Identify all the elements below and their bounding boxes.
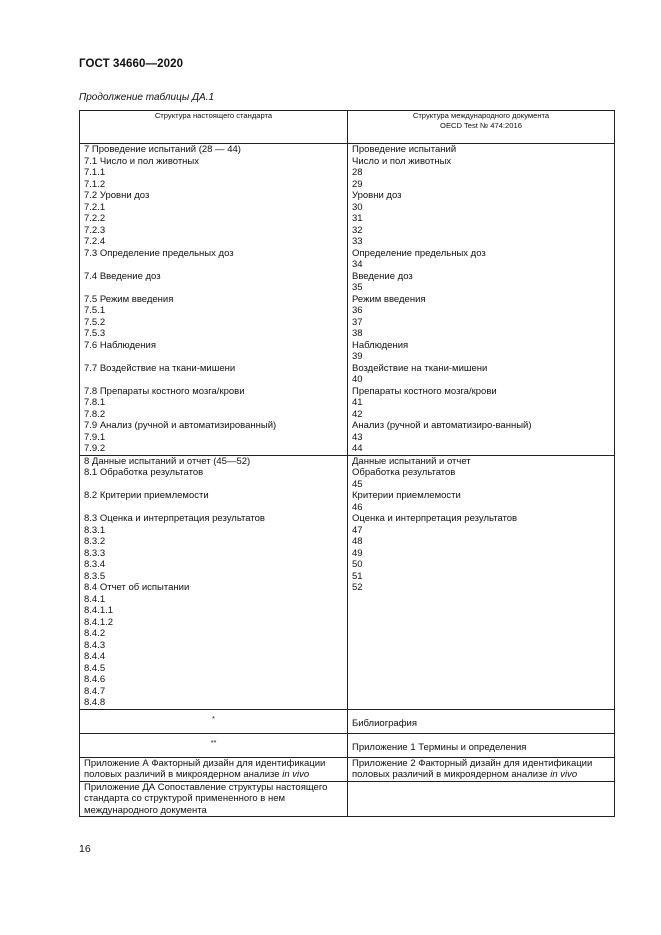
section-8-left-line: 8.3 Оценка и интерпретация результатов (84, 513, 265, 524)
right-column-header (348, 111, 615, 144)
section-7-left-line: 7.5.2 (84, 316, 106, 328)
section-8-right-line: 47 (352, 524, 363, 536)
page-number: 16 (79, 843, 91, 855)
table-row-section-8 (80, 455, 615, 709)
section-8-left-line: 8.3.5 (84, 570, 106, 582)
section-7-right-line: Введение доз (352, 270, 413, 282)
section-7-right-line: 39 (352, 351, 363, 362)
section-7-left-line: 7 Проведение испытаний (28 — 44) (84, 144, 241, 155)
section-7-right-line: 29 (352, 178, 363, 190)
section-8-left-line: 8.3.4 (84, 559, 106, 570)
section-7-right-line: 40 (352, 374, 363, 385)
section-7-right-line: 44 (352, 443, 363, 454)
section-7-right-line: Препараты костного мозга/крови (352, 385, 497, 397)
section-7-left-line: 7.6 Наблюдения (84, 339, 156, 351)
section-8-left-line: 8.4.8 (84, 697, 106, 708)
section-7-right-line: Определение предельных доз (352, 247, 486, 259)
section-7-left-line: 7.5 Режим введения (84, 293, 174, 305)
left-column-header: Структура настоящего стандарта (80, 111, 348, 144)
section-8-left-line: 8.4.4 (84, 651, 106, 662)
section-8-left-line: 8.4.1.1 (84, 605, 114, 616)
section-8-left-line: 8.3.3 (84, 547, 106, 559)
section-8-right-line: Обработка результатов (352, 467, 456, 478)
section-7-left-line: 7.4 Введение доз (84, 270, 161, 282)
section-7-left-line: 7.9.2 (84, 443, 106, 454)
section-7-right-line: Режим введения (352, 293, 426, 305)
section-7-left-line: 7.2.3 (84, 224, 106, 236)
section-7-right-line: 38 (352, 328, 363, 339)
appendix-1-left-cell: ** (80, 733, 348, 757)
document-title: ГОСТ 34660—2020 (79, 58, 184, 70)
section-7-right-line: 35 (352, 282, 363, 293)
section-8-left-line: 8.4.1.2 (84, 616, 114, 628)
appendix-1-right-cell: Приложение 1 Термины и определения (348, 733, 615, 757)
section-7-left-line: 7.7 Воздействие на ткани-мишени (84, 362, 236, 374)
section-7-left-line (84, 259, 343, 271)
section-7-right-line: 33 (352, 236, 363, 247)
section-7-right-line: Уровни доз (352, 190, 402, 201)
section-8-left-line: 8.3.1 (84, 524, 106, 536)
appendix-da-right-cell (348, 781, 615, 817)
section-7-right-line: 37 (352, 316, 363, 328)
section-8-right-line: 51 (352, 570, 363, 582)
section-8-left-line (84, 502, 343, 514)
bibliography-left-cell: * (80, 709, 348, 733)
table-row-appendix-da (80, 781, 615, 817)
appendix-a-left-cell (80, 757, 348, 781)
right-header-line1: Структура международного документа (412, 111, 550, 120)
section-7-left-line: 7.8 Препараты костного мозга/крови (84, 385, 245, 397)
section-7-left-line: 7.9 Анализ (ручной и автоматизированный) (84, 420, 277, 431)
section-7-left-line (84, 374, 343, 386)
section-7-left-line: 7.9.1 (84, 431, 106, 443)
section-7-right-line: Воздействие на ткани-мишени (352, 362, 488, 374)
section-8-right-line: 46 (352, 501, 363, 513)
right-header-line2: OECD Test № 474:2016 (440, 120, 522, 130)
section-8-right-line: Данные испытаний и отчет (352, 455, 471, 467)
table-header-row (80, 111, 615, 144)
section-7-left-line: 7.8.2 (84, 408, 106, 420)
section-7-right-line: Число и пол животных (352, 155, 452, 167)
comparison-table (79, 110, 615, 817)
section-8-right-line: Оценка и интерпретация результатов (352, 513, 518, 524)
section-7-right-cell (348, 144, 615, 456)
appendix-a-left-text: Приложение А Факторный дизайн для идентификации половых различий в микроядерном анализе (84, 757, 326, 780)
section-7-left-line: 7.2.4 (84, 236, 106, 247)
section-8-left-line: 8.4.5 (84, 662, 106, 674)
section-7-right-line: 42 (352, 408, 363, 420)
section-7-right-line: Проведение испытаний (352, 144, 457, 155)
section-8-right-line: 52 (352, 582, 363, 593)
section-7-right-line: 31 (352, 213, 363, 224)
section-8-right-line: 50 (352, 559, 363, 570)
section-7-left-line: 7.1.2 (84, 178, 106, 190)
section-7-left-line: 7.1 Число и пол животных (84, 155, 200, 167)
section-7-right-line: Наблюдения (352, 339, 409, 351)
section-8-left-line: 8.1 Обработка результатов (84, 467, 204, 478)
appendix-a-right-text: Приложение 2 Факторный дизайн для идентификации половых различий в микроядерном анализе (352, 757, 593, 780)
section-7-left-cell (80, 144, 348, 456)
section-8-right-line: 49 (352, 547, 363, 559)
section-7-left-line: 7.2 Уровни доз (84, 190, 150, 201)
section-7-right-line: Анализ (ручной и автоматизиро-ванный) (352, 420, 532, 431)
section-8-right-line: Критерии приемлемости (352, 490, 461, 501)
section-7-right-line: 41 (352, 397, 363, 408)
table-row-bibliography (80, 709, 615, 733)
section-8-left-line: 8.4.6 (84, 674, 106, 685)
section-8-left-line: 8.4.1 (84, 593, 106, 605)
section-7-left-line: 7.5.1 (84, 305, 106, 316)
section-8-right-cell (348, 455, 615, 709)
section-7-right-line: 43 (352, 431, 363, 443)
section-8-left-line: 8.4.3 (84, 639, 106, 651)
appendix-da-left-cell: Приложение ДА Сопоставление структуры настоящего стандарта со структурой примененного в нем международного документа (80, 781, 348, 817)
section-8-left-line: 8.4.2 (84, 628, 106, 639)
appendix-a-right-italic: in vivo (550, 769, 578, 780)
section-7-left-line: 7.3 Определение предельных доз (84, 247, 234, 259)
section-7-left-line: 7.8.1 (84, 397, 106, 408)
section-7-left-line: 7.1.1 (84, 167, 106, 178)
section-7-left-line: 7.2.1 (84, 201, 106, 213)
table-row-section-7 (80, 144, 615, 456)
section-8-right-line: 48 (352, 536, 363, 547)
section-8-left-line: 8 Данные испытаний и отчет (45—52) (84, 455, 251, 467)
section-7-left-line (84, 282, 343, 294)
section-8-left-line: 8.3.2 (84, 536, 106, 547)
section-8-left-line: 8.4.7 (84, 685, 106, 697)
appendix-a-right-cell (348, 757, 615, 781)
section-8-left-line: 8.4 Отчет об испытании (84, 582, 190, 593)
section-7-right-line: 30 (352, 201, 363, 213)
section-7-left-line: 7.5.3 (84, 328, 106, 339)
section-7-right-line: 32 (352, 224, 363, 236)
section-7-left-line: 7.2.2 (84, 213, 106, 224)
section-7-right-line: 34 (352, 259, 363, 270)
section-7-right-line: 28 (352, 167, 363, 178)
section-7-left-line (84, 351, 343, 363)
section-8-right-line: 45 (352, 478, 363, 490)
table-caption: Продолжение таблицы ДА.1 (79, 92, 215, 103)
table-row-appendix-1 (80, 733, 615, 757)
section-8-left-cell (80, 455, 348, 709)
appendix-a-left-italic: in vivo (282, 769, 310, 780)
section-8-left-line (84, 479, 343, 491)
bibliography-right-cell: Библиография (348, 709, 615, 733)
section-7-right-line: 36 (352, 305, 363, 316)
section-8-left-line: 8.2 Критерии приемлемости (84, 490, 209, 501)
table-row-appendix-a (80, 757, 615, 781)
